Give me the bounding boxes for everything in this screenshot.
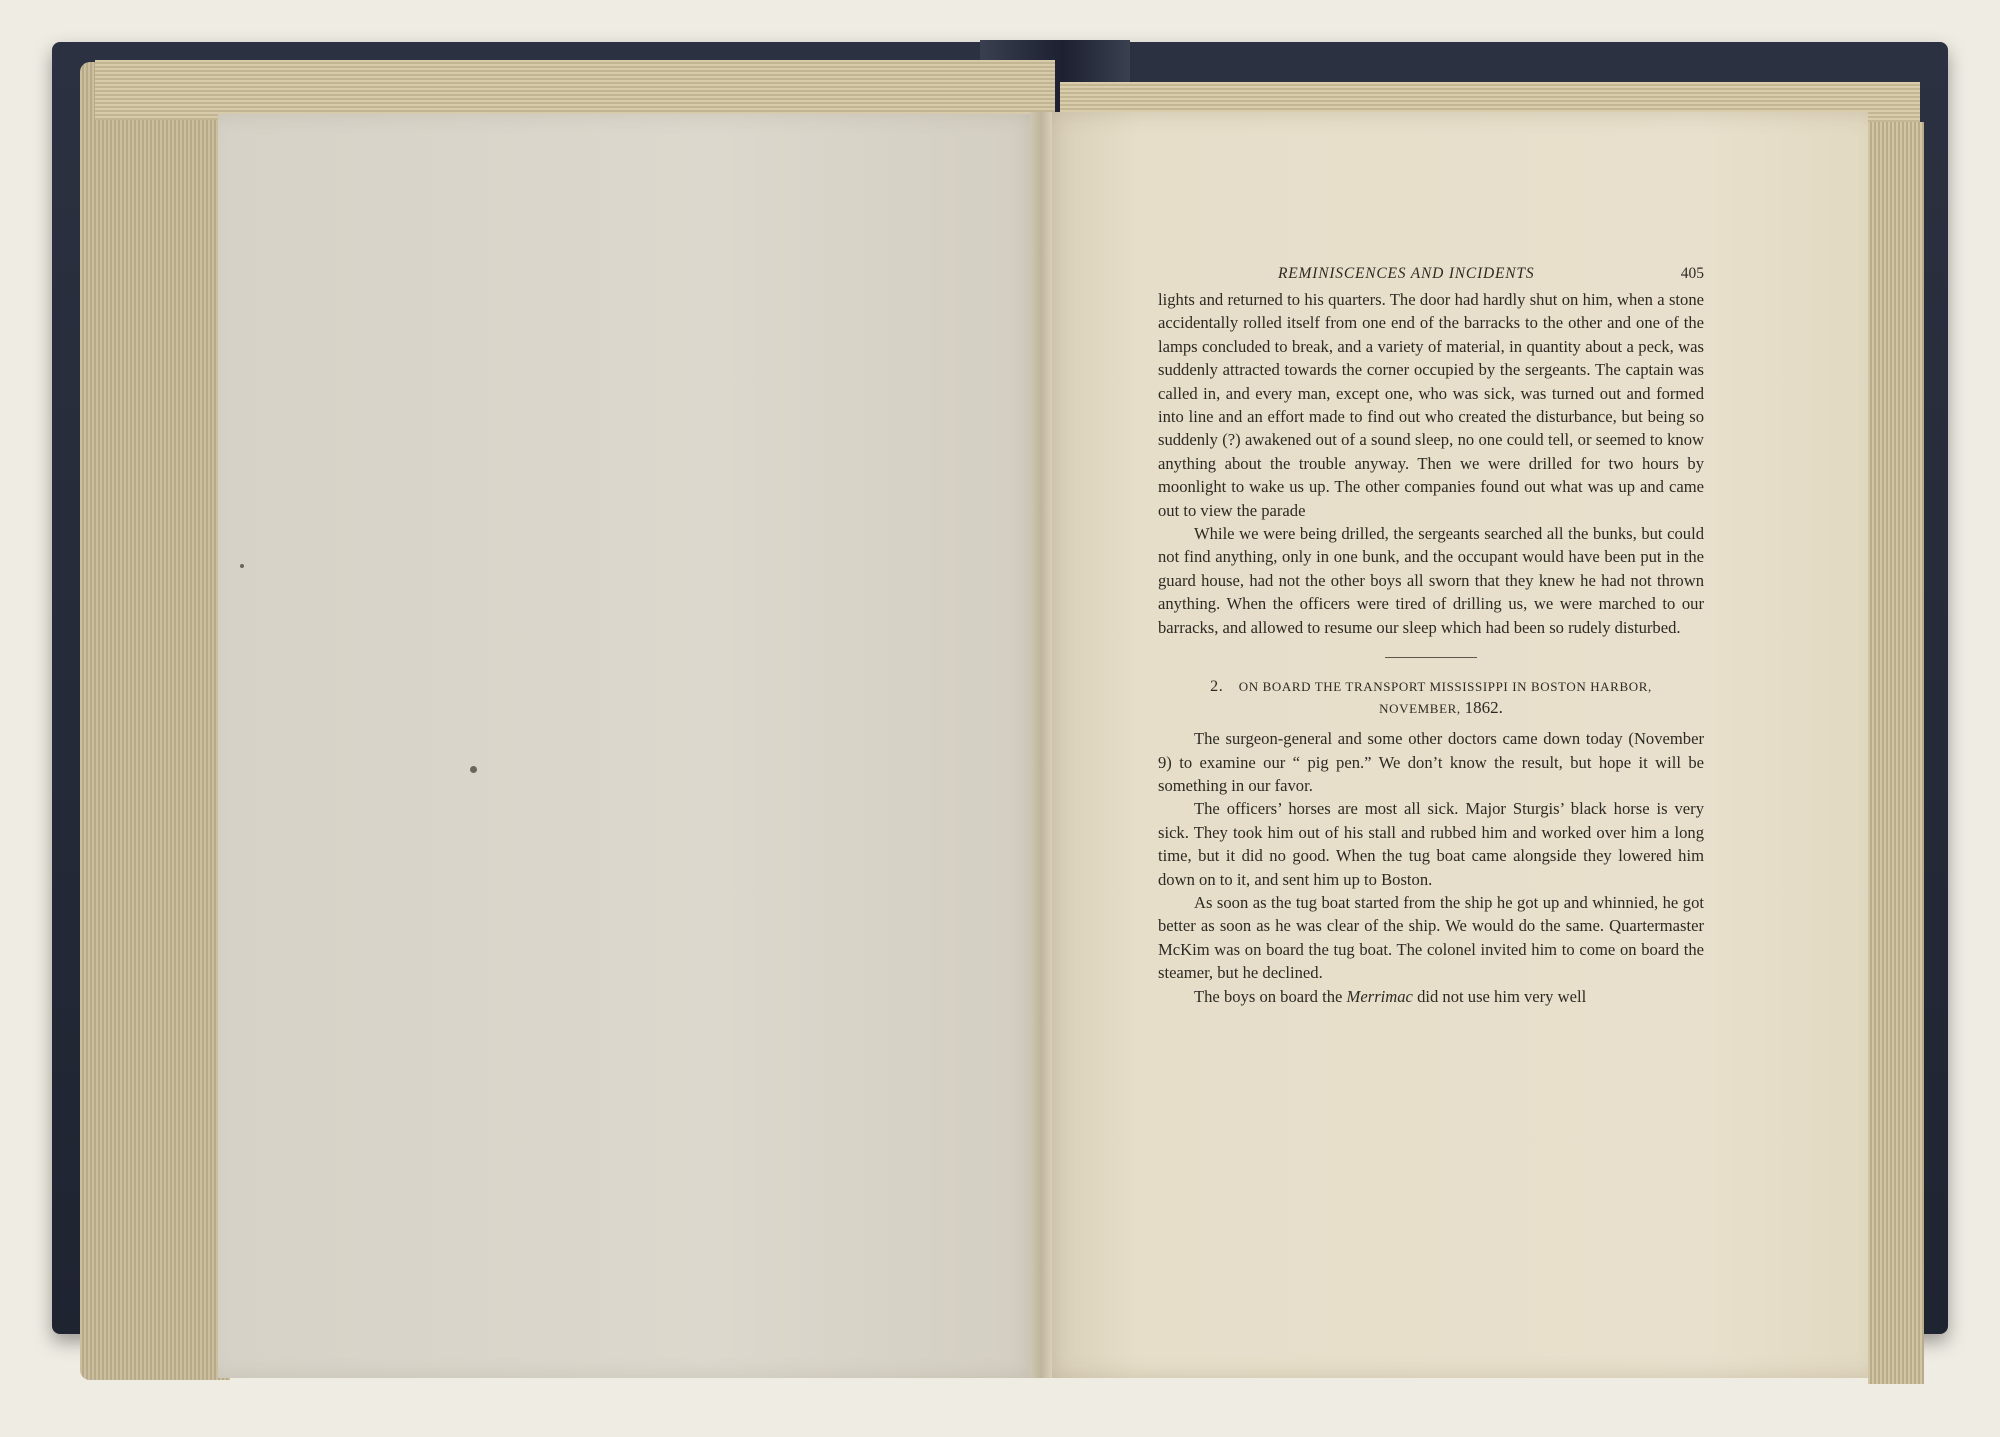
left-page-edges xyxy=(80,62,230,1380)
section-year: 1862. xyxy=(1464,698,1503,718)
paragraph-text: did not use him very well xyxy=(1417,986,1587,1006)
paper-speck xyxy=(240,564,244,568)
paragraph-last xyxy=(1158,985,1704,1008)
ship-name: Merrimac xyxy=(1346,986,1413,1006)
page-number: 405 xyxy=(1680,265,1704,282)
paragraph: The surgeon-general and some other doctors came down today (November 9) to examine our “ pig pen.” We don’t know the result, but hope it will be something in our favor. xyxy=(1158,729,1704,795)
page-header xyxy=(1158,262,1704,288)
section-title: ON BOARD THE TRANSPORT MISSISSIPPI IN BOSTON HARBOR, xyxy=(1238,679,1652,695)
section-date: NOVEMBER, xyxy=(1379,701,1461,717)
paragraph-text: The boys on board the xyxy=(1194,986,1343,1006)
paragraph: As soon as the tug boat started from the ship he got up and whinnied, he got better as soon as he was clear of the ship. We would do the same. Quartermaster McKim was on board the tug boat. The colonel invited him to come on board the steamer, but he declined. xyxy=(1158,892,1704,983)
paragraph: The officers’ horses are most all sick. Major Sturgis’ black horse is very sick. They took him out of his stall and rubbed him and worked over him a long time, but it did no good. When the tug boat came alongside they lowered him down on to it, and sent him up to Boston. xyxy=(1158,799,1704,889)
right-page-edges xyxy=(1868,122,1924,1384)
page-text xyxy=(1158,262,1704,1008)
section-divider xyxy=(1385,657,1477,658)
left-page-blank xyxy=(218,114,1040,1378)
top-page-edges-left xyxy=(95,60,1055,120)
paper-speck xyxy=(470,766,477,773)
section-heading xyxy=(1158,676,1704,719)
paragraph: While we were being drilled, the sergeants searched all the bunks, but could not find anything, only in one bunk, and the occupant would have been put in the guard house, had not the other boys all sworn that they knew he had not thrown anything. When the officers were tired of drilling us, we were marched to our barracks, and allowed to resume our sleep which had been so rudely disturbed. xyxy=(1158,524,1704,637)
paragraph: lights and returned to his quarters. The door had hardly shut on him, when a stone accidentally rolled itself from one end of the barracks to the other and one of the lamps concluded to break, and a variety of material, in quantity about a peck, was suddenly attracted towards the corner occupied by the sergeants. The captain was called in, and every man, except one, who was sick, was turned out and formed into line and an effort made to find out who created the disturbance, but being so suddenly (?) awakened out of a sound sleep, no one could tell, or seemed to know anything about the trouble anyway. Then we were drilled for two hours by moonlight to wake us up. The other companies found out what was up and came out to view the parade xyxy=(1158,290,1704,520)
running-head: REMINISCENCES AND INCIDENTS xyxy=(1278,265,1535,282)
book-gutter xyxy=(1030,112,1052,1378)
section-number: 2. xyxy=(1210,678,1224,696)
